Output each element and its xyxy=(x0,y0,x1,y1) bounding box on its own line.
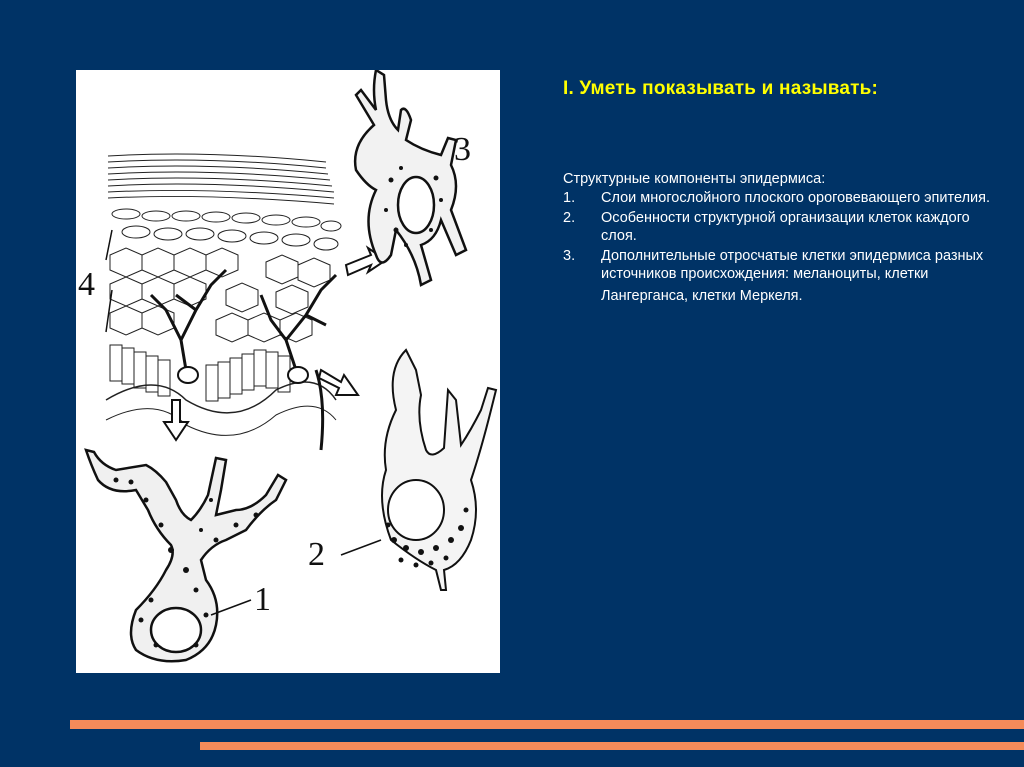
accent-bar-bottom xyxy=(200,742,1024,750)
figure-label-4: 4 xyxy=(78,266,95,303)
list-item xyxy=(563,189,1003,207)
slide-title: I. Уметь показывать и называть: xyxy=(563,78,879,99)
stratum-corneum xyxy=(108,154,334,204)
item-list xyxy=(563,189,1003,305)
list-item-text: Дополнительные отросчатые клетки эпидермиса разных источников происхождения: меланоциты, клетки xyxy=(601,248,984,282)
layer-bracket xyxy=(106,230,112,332)
cell-2-drawing xyxy=(382,350,496,590)
stratum-basale xyxy=(106,345,336,435)
stratum-granulosum xyxy=(112,209,341,250)
list-item xyxy=(563,209,1003,245)
figure-label-2: 2 xyxy=(308,536,325,573)
accent-bar-top xyxy=(70,720,1024,729)
epidermis-drawing xyxy=(76,70,500,673)
epidermis-illustration xyxy=(76,70,500,673)
label-leaders xyxy=(211,540,381,615)
list-item xyxy=(563,247,1003,305)
list-item-number: 3. xyxy=(563,248,576,264)
list-item-text: Слои многослойного плоского ороговевающего эпителия. xyxy=(601,190,991,206)
slide-content xyxy=(563,170,1003,307)
list-item-number: 1. xyxy=(563,190,576,206)
list-item-text: Особенности структурной организации клеток каждого слоя. xyxy=(601,210,970,244)
intro-text: Структурные компоненты эпидермиса: xyxy=(563,171,826,187)
figure-label-3: 3 xyxy=(454,131,471,168)
figure-label-1: 1 xyxy=(254,581,271,618)
list-item-continuation: Лангерганса, клетки Меркеля. xyxy=(601,288,803,304)
list-item-number: 2. xyxy=(563,210,576,226)
arrows xyxy=(164,248,386,440)
